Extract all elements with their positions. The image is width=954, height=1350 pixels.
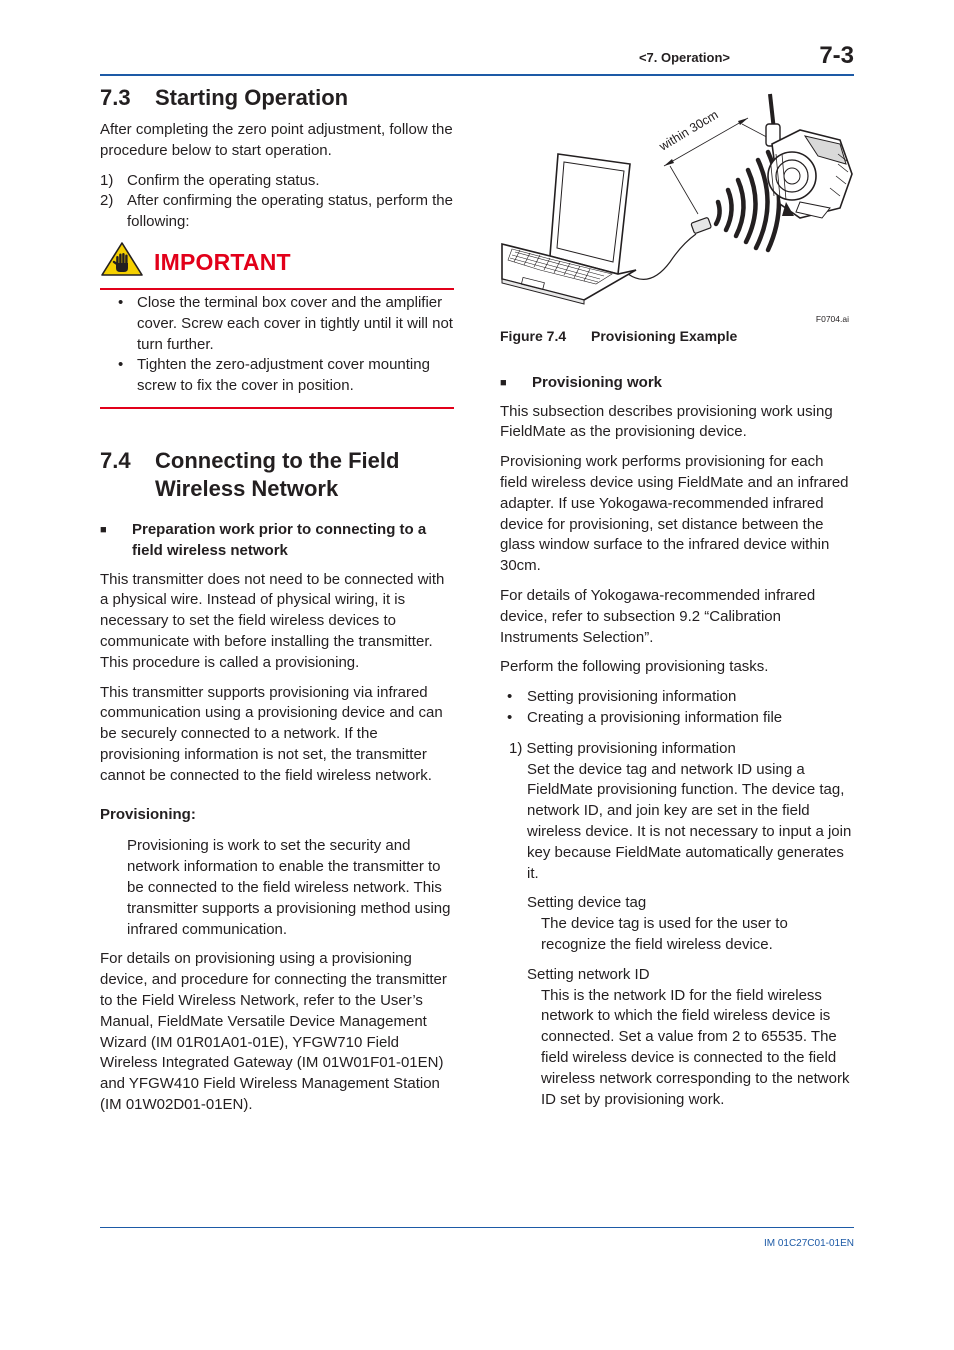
list-item: 2) After confirming the operating status, perform the following: (100, 192, 453, 231)
section-number: 7.4 (100, 447, 131, 473)
paragraph: This transmitter does not need to be connected with a physical wire. Instead of physical wiring, it is necessary to set the field wireless devices to communicate with before installing the transmitter. This procedure is called a provisioning. (100, 570, 445, 671)
step-description: Set the device tag and network ID using a FieldMate provisioning function. The device tag, network ID, and join key are set in the field wireless device. It is not necessary to input a join key because FieldMate automatically generates it. (527, 760, 852, 882)
important-bottom-rule (100, 407, 454, 409)
provisioning-figure (500, 84, 854, 324)
section-title: Starting Operation (155, 85, 349, 110)
task-list (500, 687, 854, 729)
page-number: 7-3 (819, 42, 854, 69)
bullet-icon: • (507, 688, 513, 706)
paragraph: Provisioning work performs provisioning for each field wireless device using FieldMate and an infrared adapter. If use Yokogawa-recommended infrared device for provisioning, set distance between the glass window surface to the infrared device within 30cm. (500, 453, 849, 575)
footer-rule (100, 1227, 854, 1228)
left-column (100, 84, 454, 1125)
document-id: IM 01C27C01-01EN (763, 1238, 854, 1249)
provisioning-definition: Provisioning is work to set the security and network information to enable the transmitter to be connected to the field wireless network. This transmitter supports a provisioning method using infrared communication. (127, 837, 451, 938)
section-7-4-heading (100, 447, 454, 503)
square-bullet-icon: ■ (100, 523, 107, 536)
right-column (500, 84, 854, 1119)
subsection-heading: ■ Preparation work prior to connecting to a field wireless network (100, 520, 454, 562)
warning-hand-icon (100, 241, 144, 284)
list-item: 1) Confirm the operating status. (100, 171, 320, 189)
intro-paragraph: After completing the zero point adjustment, follow the procedure below to start operation. (100, 121, 453, 159)
section-number: 7.3 (100, 85, 131, 110)
setting-description: This is the network ID for the field wireless network to which the field wireless device is connected. Set a value from 2 to 65535. The field wireless device is connected to the field wireless network corresponding to the network ID set by provisioning work. (541, 986, 850, 1108)
setting-heading: Setting network ID (527, 965, 650, 983)
provisioning-label: Provisioning: (100, 805, 196, 823)
paragraph: This transmitter supports provisioning via infrared communication using a provisioning device and can be securely connected to a network. If the provisioning information is not set, the transmitter cannot be connected to the field wireless network. (100, 683, 443, 784)
bullet-icon: • (118, 356, 124, 374)
paragraph: This subsection describes provisioning work using FieldMate as the provisioning device. (500, 402, 833, 441)
figure-file-id: F0704.ai (815, 314, 849, 324)
distance-annotation: within 30cm (656, 107, 721, 154)
paragraph: For details on provisioning using a provisioning device, and procedure for connecting the transmitter to the Field Wireless Network, refer to the User’s Manual, FieldMate Versatile Device Management Wizard (IM 01R01A01-01E), YFGW710 Field Wireless Integrated Gateway (IM 01W01F01-01EN) and YFGW410 Field Wireless Management Station (IM 01W02D01-01EN). (100, 950, 447, 1113)
bullet-icon: • (507, 708, 513, 726)
running-header-section: <7. Operation> (638, 50, 730, 65)
list-item: • Close the terminal box cover and the amplifier cover. Screw each cover in tightly until it will not turn further. (118, 293, 454, 355)
header-rule (100, 74, 854, 76)
paragraph: For details of Yokogawa-recommended infrared device, refer to subsection 9.2 “Calibration Instruments Selection”. (500, 586, 816, 646)
list-item: • Setting provisioning information (507, 687, 854, 708)
figure-caption (500, 326, 854, 347)
list-item: • Tighten the zero-adjustment cover mounting screw to fix the cover in position. (118, 355, 454, 397)
figure-title: Provisioning Example (591, 328, 738, 344)
list-item: • Creating a provisioning information file (507, 708, 854, 729)
start-steps-list (100, 171, 454, 233)
important-header (100, 243, 454, 281)
section-title-line: Connecting to the Field (155, 447, 400, 473)
important-box (100, 243, 454, 409)
setting-heading: Setting device tag (527, 894, 647, 912)
section-7-3-heading (100, 84, 454, 112)
square-bullet-icon: ■ (500, 376, 507, 389)
step-heading: 1) Setting provisioning information (509, 739, 736, 757)
section-title-line: Wireless Network (155, 475, 339, 501)
bullet-icon: • (118, 293, 124, 311)
important-label: IMPORTANT (154, 248, 291, 275)
subsection-heading: ■ Provisioning work (500, 373, 854, 394)
important-list (100, 290, 454, 407)
setting-description: The device tag is used for the user to recognize the field wireless device. (541, 915, 788, 953)
laptop-transmitter-illustration (500, 84, 854, 324)
paragraph: Perform the following provisioning tasks. (500, 658, 769, 676)
figure-number: Figure 7.4 (500, 328, 567, 344)
